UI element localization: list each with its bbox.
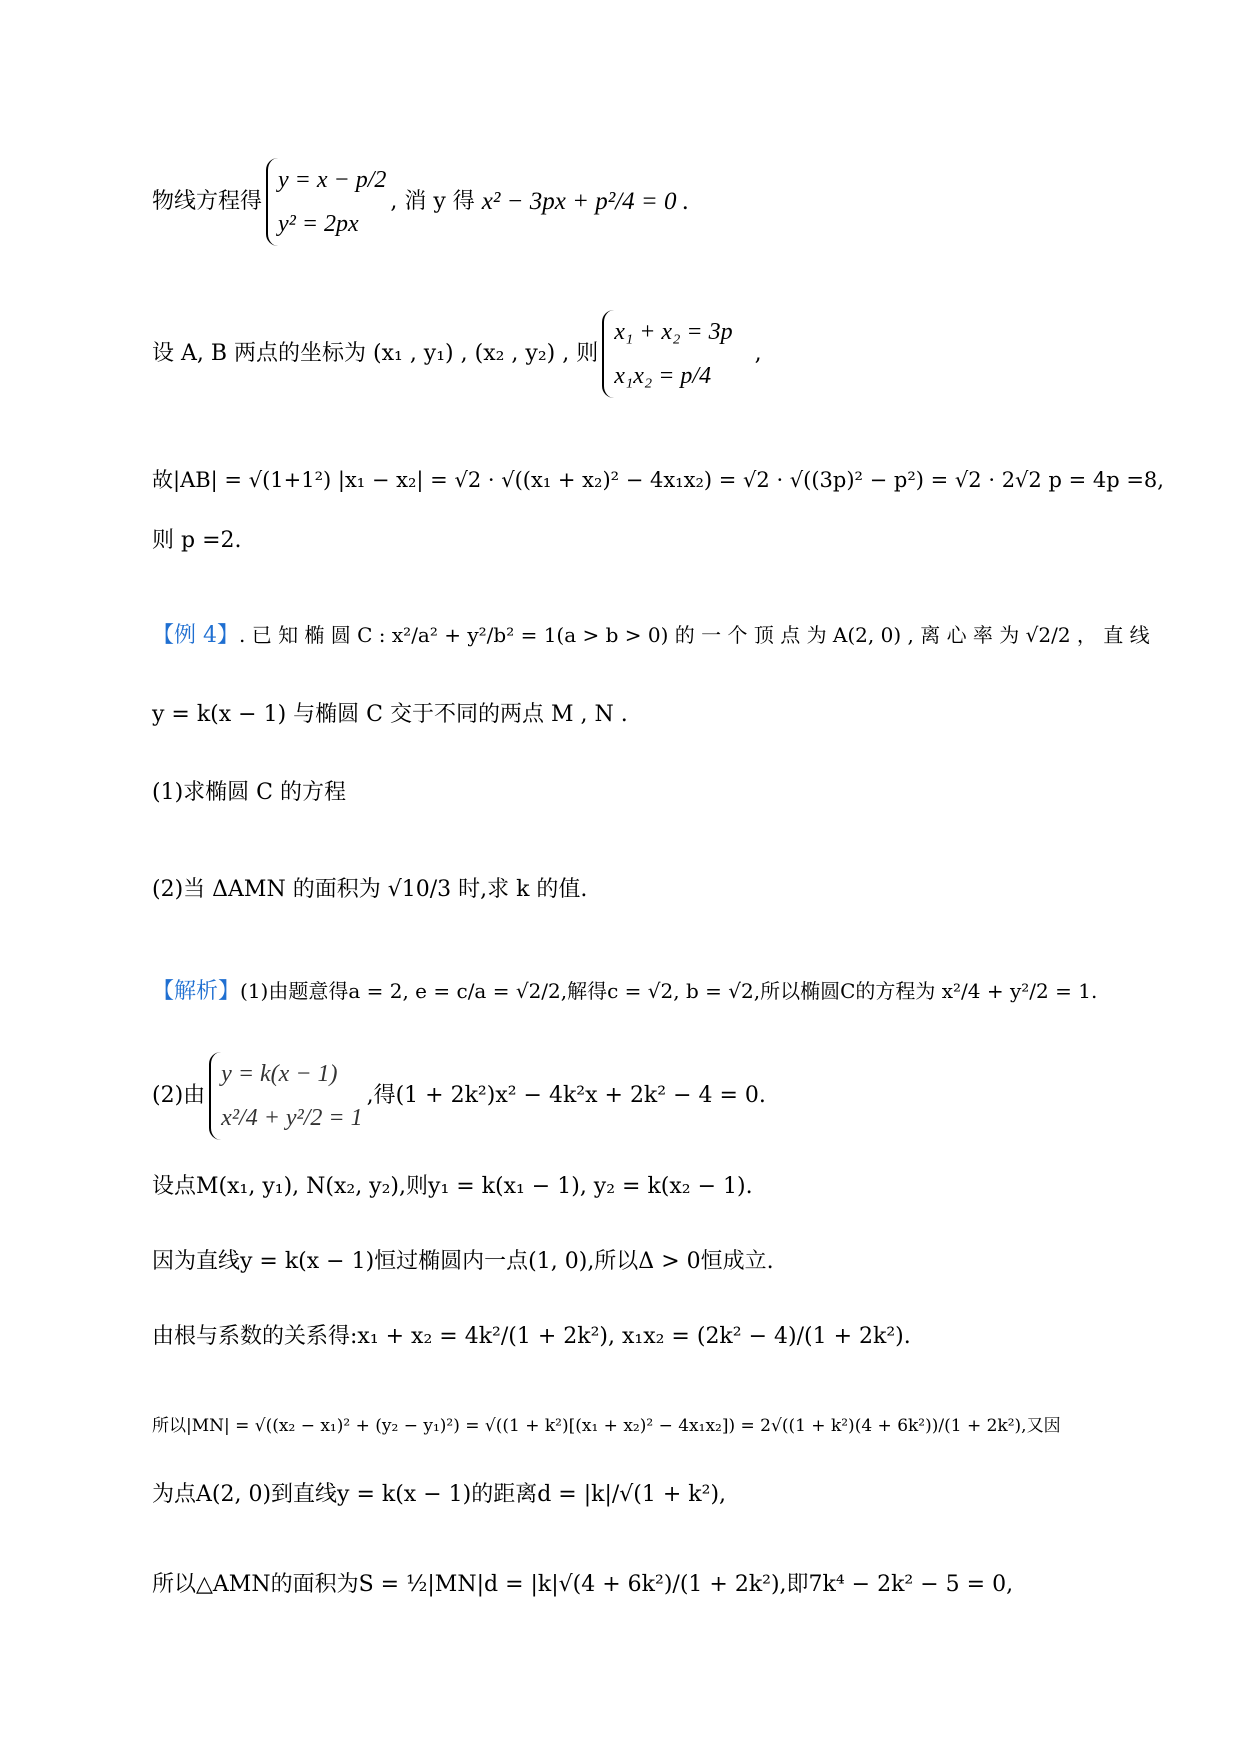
- equation-system-3: [209, 1052, 362, 1140]
- solution-part5: [152, 1322, 1140, 1352]
- solution-part8: [152, 1570, 1140, 1600]
- solution-part2: [152, 1052, 1140, 1152]
- question-2: [152, 875, 1140, 905]
- equation-system-1: [266, 158, 386, 246]
- solution-s4: 因为直线y = k(x − 1)恒过椭圆内一点(1, 0),所以Δ > 0恒成立.: [152, 1249, 774, 1274]
- para-p-value: [152, 526, 1140, 556]
- solution-part7: [152, 1480, 1140, 1510]
- question-1: [152, 778, 1140, 808]
- q1-text: (1)求椭圆 C 的方程: [152, 780, 346, 805]
- para1-middle: , 消 y 得: [390, 189, 475, 214]
- para3-text: 故|AB| = √(1+1²) |x₁ − x₂| = √2 · √((x₁ + x₂)² − 4x₁x₂) = √2 · √((3p)² − p²) = √2 · 2√2 p = 4p =8,: [152, 468, 1164, 492]
- example-4-line1: [152, 620, 1150, 651]
- para-parabola-system: [152, 158, 1140, 268]
- para-coordinates: [152, 310, 1140, 420]
- solution-s1: (1)由题意得a = 2, e = c/a = √2/2,解得c = √2, b = √2,所以椭圆C的方程为 x²/4 + y²/2 = 1.: [240, 979, 1098, 1003]
- sys1-line1: y = x − p/2: [278, 167, 387, 193]
- sys2-line1: x₁ + x₂ = 3p: [614, 319, 733, 345]
- solution-s8: 所以△AMN的面积为S = ½|MN|d = |k|√(4 + 6k²)/(1 + 2k²),即7k⁴ − 2k² − 5 = 0,: [152, 1572, 1014, 1597]
- para2-suffix: ,: [754, 341, 762, 366]
- example-4-line2: [152, 700, 1140, 730]
- q2-text: (2)当 ΔAMN 的面积为 √10/3 时,求 k 的值.: [152, 877, 588, 902]
- solution-part3: [152, 1172, 1140, 1202]
- solution-part4: [152, 1247, 1140, 1277]
- para1-result: x² − 3px + p²/4 = 0 .: [481, 188, 690, 215]
- solution-part1: [152, 976, 1140, 1007]
- para-chord-length: [152, 465, 1164, 496]
- sys2-line2: x₁x₂ = p/4: [614, 363, 712, 389]
- s2-prefix: (2)由: [152, 1083, 206, 1108]
- solution-s6: 所以|MN| = √((x₂ − x₁)² + (y₂ − y₁)²) = √((1 + k²)[(x₁ + x₂)² − 4x₁x₂]) = 2√((1 + k²)(4 + 6k²))/(1 + 2k²),又因: [152, 1416, 1061, 1436]
- para1-prefix: 物线方程得: [152, 189, 263, 214]
- example-label: 【例 4】: [152, 623, 239, 648]
- solution-s3: 设点M(x₁, y₁), N(x₂, y₂),则y₁ = k(x₁ − 1), y₂ = k(x₂ − 1).: [152, 1174, 753, 1199]
- equation-system-2: [602, 310, 732, 398]
- example-text2: y = k(x − 1) 与椭圆 C 交于不同的两点 M , N .: [152, 702, 628, 727]
- solution-label: 【解析】: [152, 979, 241, 1004]
- solution-s5: 由根与系数的关系得:x₁ + x₂ = 4k²/(1 + 2k²), x₁x₂ = (2k² − 4)/(1 + 2k²).: [152, 1324, 911, 1349]
- example-text1: . 已 知 椭 圆 C : x²/a² + y²/b² = 1(a > b > 0) 的 一 个 顶 点 为 A(2, 0) , 离 心 率 为 √2/2 ， 直 线: [239, 623, 1150, 647]
- sys3-line2: x²/4 + y²/2 = 1: [221, 1105, 363, 1131]
- sys1-line2: y² = 2px: [278, 211, 359, 237]
- sys3-line1: y = k(x − 1): [221, 1061, 338, 1087]
- para2-text: 设 A, B 两点的坐标为 (x₁ , y₁) , (x₂ , y₂) , 则: [152, 341, 599, 366]
- solution-s7: 为点A(2, 0)到直线y = k(x − 1)的距离d = |k|/√(1 + k²),: [152, 1482, 727, 1507]
- para4-text: 则 p =2.: [152, 528, 242, 553]
- s2-suffix: ,得(1 + 2k²)x² − 4k²x + 2k² − 4 = 0.: [366, 1083, 766, 1108]
- solution-part6: [152, 1410, 1140, 1441]
